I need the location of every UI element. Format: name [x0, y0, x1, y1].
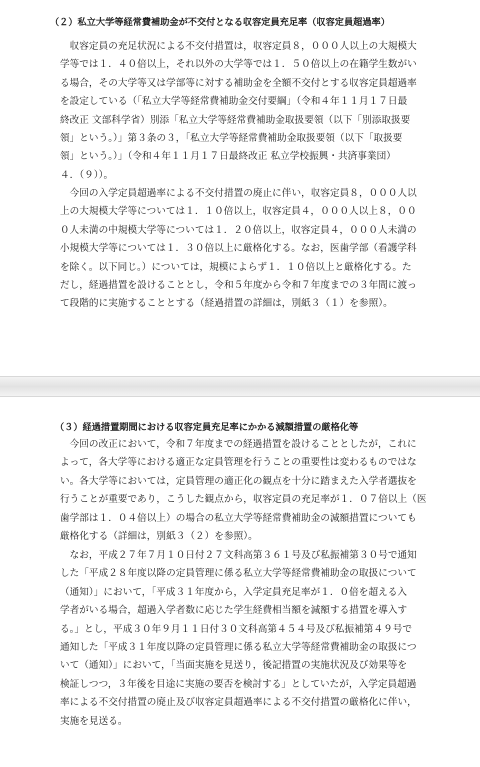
text-line: 収容定員の充足状況による不交付措置は，収容定員８，０００人以上の大規模大 — [60, 41, 417, 52]
section-3-paragraph-1 — [60, 436, 435, 546]
text-line: ０人未満の中規模大学等については１．２０倍以上，収容定員４，０００人未満の — [60, 224, 417, 236]
text-line: 率による不交付措置の廃止及び収容定員超過率による不交付措置の厳格化に伴い， — [60, 697, 417, 709]
text-line: よって，各大学等における適正な定員管理を行うことの重要性は変わるものではな — [60, 457, 417, 469]
text-line: いて（通知）」において，「当面実施を見送り，後記措置の実施状況及び効果等を — [60, 660, 408, 672]
section-2-heading: （２）私立大学等経常費補助金が不交付となる収容定員充足率（収容定員超過率） — [50, 17, 390, 28]
text-line: 歯学部は１．０４倍以上）の場合の私立大学等経常費補助金の減額措置についても — [60, 512, 417, 524]
text-line: を設定している（「私立大学等経常費補助金交付要綱」（令和４年１１月１７日最 — [60, 96, 408, 108]
text-line: い。各大学等においては，定員管理の適正化の観点を十分に踏まえた入学者選抜を — [60, 475, 417, 487]
text-line: 領」という。）」第３条の３，「私立大学等経常費補助金取扱要領（以下「取扱要 — [60, 132, 403, 144]
text-line: 行うことが重要であり，こうした観点から，収容定員の充足率が１．０７倍以上（医 — [60, 494, 427, 506]
section-2-paragraph-2 — [60, 185, 435, 314]
text-line: 学等では１．４０倍以上，それ以外の大学等では１．５０倍以上の在籍学生数がい — [60, 59, 417, 71]
text-line: 上の大規模大学等については１．１０倍以上，収容定員４，０００人以上８，００ — [60, 206, 417, 218]
text-line: なお，平成２７年７月１０日付２７文科高第３６１号及び私振補第３０号で通知 — [60, 550, 417, 561]
section-3-paragraph-2 — [60, 547, 435, 731]
text-line: 小規模大学等については１．３０倍以上に厳格化する。なお，医歯学部（看護学科 — [60, 243, 417, 255]
section-2-paragraph-1 — [60, 38, 435, 185]
section-3-heading: （３）経過措置期間における収容定員充足率にかかる減額措置の厳格化等 — [55, 422, 359, 433]
text-line: 学者がいる場合，超過入学者数に応じた学生経費相当額を減額する措置を導入す — [60, 605, 408, 617]
text-line: 実施を見送る。 — [60, 715, 128, 727]
text-line: 検証しつつ，３年後を目途に実施の要否を検討する」としていたが，入学定員超過 — [60, 678, 417, 690]
text-line: を除く。以下同じ。）については，規模によらず１．１０倍以上と厳格化する。た — [60, 261, 412, 273]
text-line: 厳格化する（詳細は，別紙３（２）を参照）。 — [60, 530, 258, 542]
text-line: る。」とし，平成３０年９月１１日付３０文科高第４５４号及び私振補第４９号で — [60, 623, 413, 635]
text-line: 通知した「平成３１年度以降の定員管理に係る私立大学等経常費補助金の取扱につ — [60, 641, 417, 653]
text-line: ４．（９））。 — [60, 169, 114, 181]
text-line: 終改正 文部科学省）別添「私立大学等経常費補助金取扱要領（以下「別添取扱要 — [60, 114, 411, 126]
text-line: 領」という。）」（令和４年１１月１７日最終改正 私立学校振興・共済事業団） — [60, 151, 396, 163]
document-page-2 — [0, 397, 480, 767]
text-line: した「平成２８年度以降の定員管理に係る私立大学等経常費補助金の取扱について — [60, 568, 417, 580]
text-line: て段階的に実施することとする（経過措置の詳細は，別紙３（１）を参照）。 — [60, 298, 393, 310]
text-line: 今回の入学定員超過率による不交付措置の廃止に伴い，収容定員８，０００人以 — [60, 188, 417, 199]
text-line: だし，経過措置を設けることとし，令和５年度から令和７年度までの３年間に渡っ — [60, 279, 417, 291]
document-page-1 — [0, 0, 480, 376]
text-line: （通知）」において，「平成３１年度から，入学定員充足率が１．０倍を超える入 — [60, 586, 408, 598]
text-line: る場合，その大学等又は学部等に対する補助金を全額不交付とする収容定員超過率 — [60, 77, 417, 89]
page-separator — [0, 376, 480, 397]
text-line: 今回の改正において，令和７年度までの経過措置を設けることとしたが，これに — [60, 439, 417, 450]
